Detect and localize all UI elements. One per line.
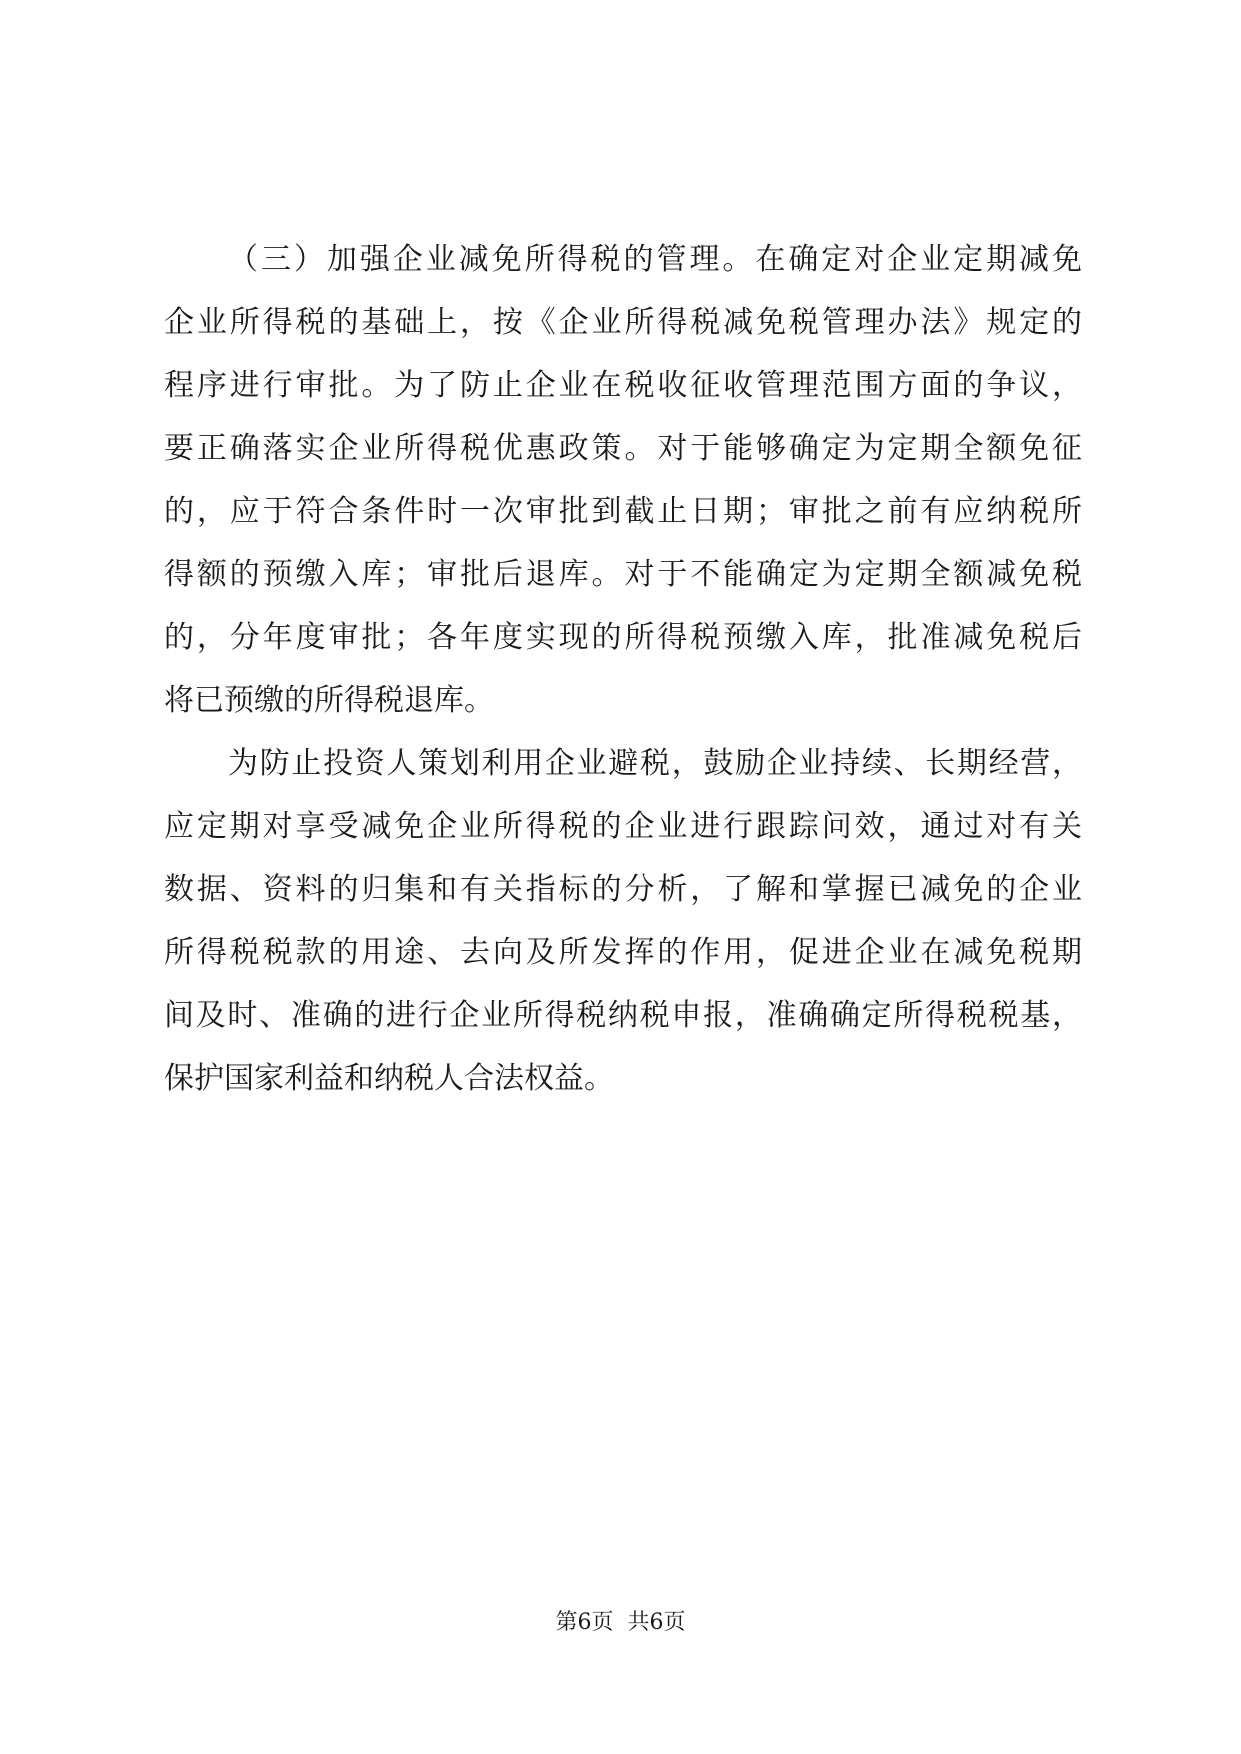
paragraph-line: 要正确落实企业所得税优惠政策。对于能够确定为定期全额免征 [164,431,1082,466]
paragraph-line: 得额的预缴入库；审批后退库。对于不能确定为定期全额减免税 [164,557,1082,592]
paragraph-line: 保护国家利益和纳税人合法权益。 [164,1061,614,1096]
paragraph-line: 所得税税款的用途、去向及所发挥的作用，促进企业在减免税期 [164,935,1082,970]
paragraph-line: 间及时、准确的进行企业所得税纳税申报，准确确定所得税税基， [164,998,1082,1033]
paragraph-line: 企业所得税的基础上，按《企业所得税减免税管理办法》规定的 [164,305,1082,340]
paragraph-line: 程序进行审批。为了防止企业在税收征收管理范围方面的争议， [164,368,1082,403]
paragraph-line: 的，分年度审批；各年度实现的所得税预缴入库，批准减免税后 [164,620,1082,655]
page-number-current: 第6页 [555,1610,614,1635]
paragraph-line: 应定期对享受减免企业所得税的企业进行跟踪问效，通过对有关 [164,809,1082,844]
paragraph-2 [164,732,1082,1110]
page-number-total: 共6页 [627,1610,686,1635]
paragraph-line: 的，应于符合条件时一次审批到截止日期；审批之前有应纳税所 [164,494,1082,529]
paragraph-line: （三）加强企业减免所得税的管理。在确定对企业定期减免 [228,242,1082,277]
page-footer [0,1608,1241,1638]
paragraph-line: 将已预缴的所得税退库。 [164,683,494,718]
paragraph-line: 数据、资料的归集和有关指标的分析，了解和掌握已减免的企业 [164,872,1082,907]
document-body [164,228,1082,1110]
paragraph-line: 为防止投资人策划利用企业避税，鼓励企业持续、长期经营， [228,746,1082,781]
paragraph-1 [164,228,1082,732]
